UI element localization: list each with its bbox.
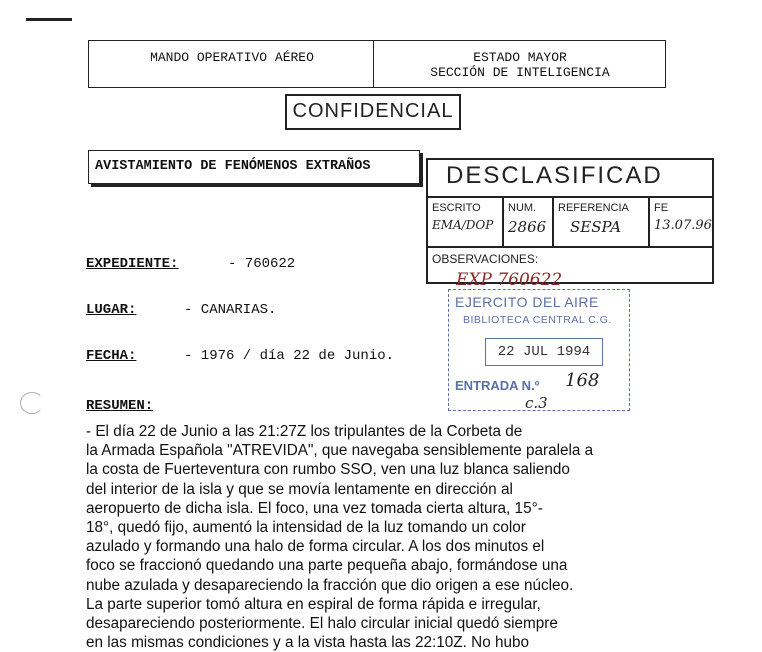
header-right-text [376,50,664,80]
num-label: NUM. [508,202,537,214]
body-line: azulado y formando una halo de forma circular. A los dos minutos el [86,538,545,556]
body-line: foco se fraccionó quedando una parte pequeña abajo, formándose una [86,557,568,575]
escrito-cell [428,198,504,246]
header-right-line2: SECCIÓN DE INTELIGENCIA [430,65,610,80]
fecha-cell [650,198,714,246]
lugar-label: LUGAR: [86,302,137,318]
body-line: aeropuerto de dicha isla. El foco, una vez tomada cierta altura, 15°- [86,499,543,517]
body-line: desapareciendo posteriormente. El halo circular inicial quedó siempre [86,615,558,633]
referencia-label: REFERENCIA [558,202,629,214]
library-stamp [448,289,630,411]
body-line: nube azulada y desapareciendo la fracción que dio origen a ese núcleo. [86,576,574,594]
punch-hole-mark [20,392,44,414]
document-title: AVISTAMIENTO DE FENÓMENOS EXTRAÑOS [88,150,420,184]
confidential-stamp: CONFIDENCIAL [285,94,461,130]
handwritten-exp: EXP 760622 [456,270,563,290]
referencia-value: SESPA [570,218,622,236]
fecha-value: - 1976 / día 22 de Junio. [184,348,395,364]
body-line: del interior de la isla y que se movía lentamente en dirección al [86,480,513,498]
entrada-label: ENTRADA N.º [455,378,540,393]
num-cell [504,198,554,246]
num-value: 2866 [508,218,547,236]
library-stamp-line2: BIBLIOTECA CENTRAL C.G. [463,314,612,326]
body-line: en las mismas condiciones y a la vista hasta las 22:10Z. No hubo [86,634,529,652]
escrito-value: EMA/DOP [432,218,494,232]
resumen-label: RESUMEN: [86,398,154,414]
header-divider [373,40,374,88]
header-left-text: MANDO OPERATIVO AÉREO [150,50,314,65]
lugar-value: - CANARIAS. [184,302,277,318]
body-line: 18°, quedó fijo, aumentó la intensidad de la luz tomando un color [86,519,526,537]
body-line: la Armada Española "ATREVIDA", que navegaba sensiblemente paralela a [86,442,594,460]
declassified-stamp-title: DESCLASIFICAD [446,162,663,189]
fecha-stamp-label: FE [654,202,669,214]
escrito-label: ESCRITO [432,202,481,214]
referencia-cell [554,198,650,246]
entrada-value: 168 [565,370,600,391]
body-line: - El día 22 de Junio a las 21:27Z los tripulantes de la Corbeta de [86,423,523,440]
body-line: La parte superior tomó altura en espiral de forma rápida e irregular, [86,595,541,613]
header-right-line1: ESTADO MAYOR [473,50,567,65]
expediente-value: - 760622 [228,256,296,272]
expediente-label: EXPEDIENTE: [86,256,179,272]
declassified-stamp [426,158,714,284]
summary-body [86,422,730,652]
fecha-label: FECHA: [86,348,137,364]
body-line: la costa de Fuerteventura con rumbo SSO, ven una luz blanca saliendo [86,461,570,479]
library-stamp-date: 22 JUL 1994 [485,338,603,366]
copy-number: c.3 [525,394,548,412]
library-stamp-line1: EJERCITO DEL AIRE [455,294,599,310]
top-left-mark [26,18,72,21]
fecha-stamp-value: 13.07.96 [654,218,712,233]
observaciones-label: OBSERVACIONES: [432,252,539,266]
declassified-stamp-row [428,196,712,248]
